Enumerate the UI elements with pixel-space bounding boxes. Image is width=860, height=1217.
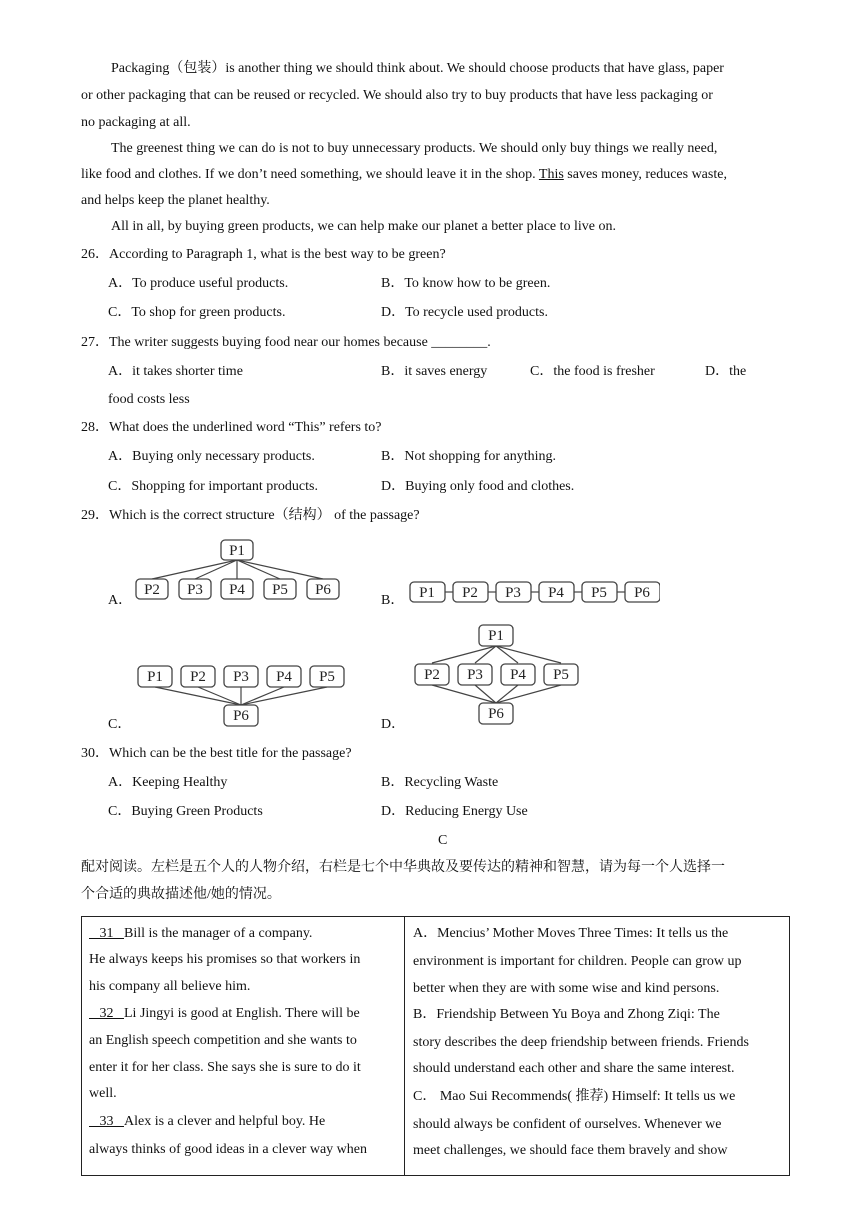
structure-diagram-d xyxy=(410,622,580,730)
right-text: better when they are with some wise and kind persons. xyxy=(413,981,720,996)
left-entry-32: 32 Li Jingyi is good at English. There will be xyxy=(89,1005,360,1023)
section-letter: C xyxy=(438,833,448,848)
node-label: P5 xyxy=(319,669,335,685)
passage-line: or other packaging that can be reused or recycled. We should also try to buy products that have less packaging or xyxy=(81,88,713,103)
left-text: an English speech competition and she wants to xyxy=(89,1033,357,1048)
structure-diagram-c xyxy=(133,660,348,730)
passage-line: The greenest thing we can do is not to buy unnecessary products. We should only buy things we really need, xyxy=(111,141,718,156)
option-a: A．Keeping Healthy xyxy=(108,775,228,790)
option-c: C．Buying Green Products xyxy=(108,804,263,819)
node-label: P2 xyxy=(424,667,440,683)
left-text: He always keeps his promises so that workers in xyxy=(89,952,361,967)
option-d-continued: food costs less xyxy=(108,392,190,407)
node-label: P5 xyxy=(553,667,569,683)
node-label: P3 xyxy=(505,585,521,601)
right-text: B．Friendship Between Yu Boya and Zhong Ziqi: The xyxy=(413,1007,720,1022)
answer-blank[interactable]: 32 xyxy=(99,1006,114,1021)
option-d: D．the xyxy=(705,364,747,379)
node-label: P3 xyxy=(187,582,203,598)
option-d: D． xyxy=(381,717,406,732)
option-b: B．To know how to be green. xyxy=(381,276,551,291)
node-label: P2 xyxy=(144,582,160,598)
option-d: D．Buying only food and clothes. xyxy=(381,479,575,494)
right-text: story describes the deep friendship between friends. Friends xyxy=(413,1035,749,1050)
node-label: P4 xyxy=(276,669,292,685)
question-stem: 28．What does the underlined word “This” refers to? xyxy=(81,420,382,435)
question-stem: 26．According to Paragraph 1, what is the best way to be green? xyxy=(81,247,446,262)
left-entry-31: 31 Bill is the manager of a company. xyxy=(89,925,312,943)
option-b: B．Not shopping for anything. xyxy=(381,449,556,464)
option-b: B．it saves energy xyxy=(381,364,488,379)
node-label: P3 xyxy=(467,667,483,683)
right-text: C． Mao Sui Recommends( 推荐) Himself: It tells us we xyxy=(413,1089,736,1104)
option-c: C． xyxy=(108,717,132,732)
left-entry-33: 33 Alex is a clever and helpful boy. He xyxy=(89,1113,325,1131)
node-label: P3 xyxy=(233,669,249,685)
question-stem: 29．Which is the correct structure（结构） of the passage? xyxy=(81,508,420,523)
right-text: meet challenges, we should face them bravely and show xyxy=(413,1143,728,1158)
node-label: P6 xyxy=(488,706,504,722)
passage-line: and helps keep the planet healthy. xyxy=(81,193,270,208)
left-text: well. xyxy=(89,1086,117,1101)
option-b: B． xyxy=(381,593,405,608)
node-label: P2 xyxy=(190,669,206,685)
node-label: P6 xyxy=(233,708,249,724)
option-a: A．Buying only necessary products. xyxy=(108,449,315,464)
option-c: C．Shopping for important products. xyxy=(108,479,318,494)
node-label: P1 xyxy=(419,585,435,601)
underlined-word: This xyxy=(538,167,564,182)
option-b: B．Recycling Waste xyxy=(381,775,499,790)
option-d: D．To recycle used products. xyxy=(381,305,548,320)
passage-line: no packaging at all. xyxy=(81,115,191,130)
section-instruction: 配对阅读。左栏是五个人的人物介绍，右栏是七个中华典故及要传达的精神和智慧，请为每一个人选择一 xyxy=(81,860,725,875)
node-label: P1 xyxy=(488,628,504,644)
answer-blank[interactable]: 31 xyxy=(99,926,114,941)
option-c: C．To shop for green products. xyxy=(108,305,286,320)
left-text: always thinks of good ideas in a clever way when xyxy=(89,1142,367,1157)
table-divider xyxy=(404,916,405,1175)
passage-line: Packaging（包装）is another thing we should think about. We should choose products that have glass, paper xyxy=(111,61,724,76)
question-stem: 30．Which can be the best title for the passage? xyxy=(81,746,352,761)
right-text: A．Mencius’ Mother Moves Three Times: It tells us the xyxy=(413,926,729,941)
left-text: his company all believe him. xyxy=(89,979,251,994)
right-text: environment is important for children. People can grow up xyxy=(413,954,742,969)
node-label: P6 xyxy=(315,582,331,598)
answer-blank[interactable]: 33 xyxy=(99,1114,114,1129)
option-a: A． xyxy=(108,593,133,608)
node-label: P4 xyxy=(510,667,526,683)
option-a: A．To produce useful products. xyxy=(108,276,289,291)
passage-line xyxy=(81,166,727,184)
node-label: P1 xyxy=(147,669,163,685)
node-label: P5 xyxy=(591,585,607,601)
right-text: should always be confident of ourselves. Whenever we xyxy=(413,1117,722,1132)
passage-line: All in all, by buying green products, we can help make our planet a better place to live on. xyxy=(111,219,617,234)
question-stem: 27．The writer suggests buying food near our homes because ________. xyxy=(81,335,491,350)
section-instruction: 个合适的典故描述他/她的情况。 xyxy=(81,887,281,902)
node-label: P1 xyxy=(229,543,245,559)
structure-diagram-a xyxy=(130,536,345,606)
node-label: P4 xyxy=(229,582,245,598)
passage-text: saves money, reduces waste, xyxy=(567,167,727,182)
node-label: P5 xyxy=(272,582,288,598)
passage-text: like food and clothes. If we don’t need something, we should leave it in the shop. xyxy=(81,167,536,182)
option-d: D．Reducing Energy Use xyxy=(381,804,528,819)
node-label: P2 xyxy=(462,585,478,601)
left-text: enter it for her class. She says she is sure to do it xyxy=(89,1060,361,1075)
option-c: C．the food is fresher xyxy=(530,364,655,379)
option-a: A．it takes shorter time xyxy=(108,364,243,379)
node-label: P6 xyxy=(634,585,650,601)
structure-diagram-b xyxy=(405,578,660,608)
right-text: should understand each other and share the same interest. xyxy=(413,1061,735,1076)
node-label: P4 xyxy=(548,585,564,601)
